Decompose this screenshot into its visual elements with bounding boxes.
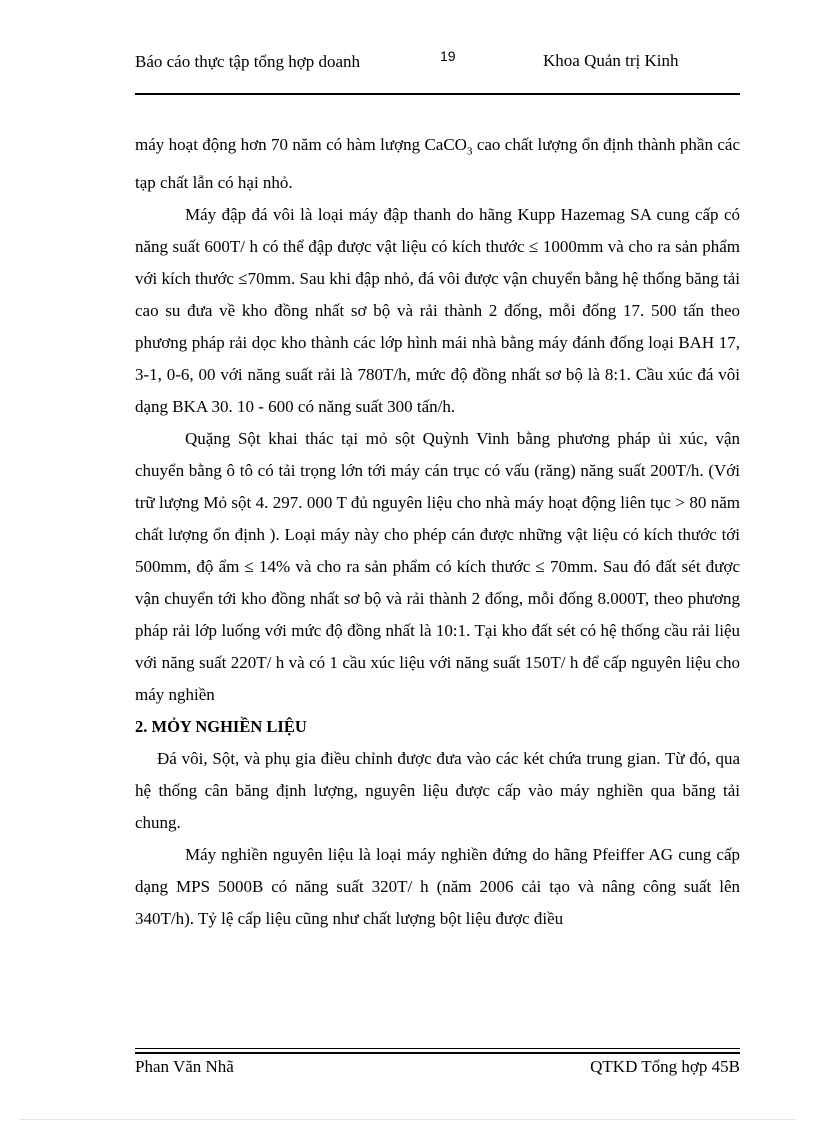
paragraph-1-text-b: cao chất lượng ổn định thành phần các tạp chất lẫn có hại nhỏ. [135, 135, 740, 193]
paragraph-2: Máy đập đá vôi là loại máy đập thanh do hãng Kupp Hazemag SA cung cấp có năng suất 600T/ h có thể đập được vật liệu có kích thước ≤ 1000mm và cho ra sản phẩm với kích thước ≤70mm. Sau khi đập nhỏ, đá vôi được vận chuyển bằng hệ thống băng tải cao su đưa về kho đồng nhất sơ bộ và rải thành 2 đống, mỗi đống 17. 500 tấn theo phương pháp rải dọc kho thành các lớp hình mái nhà bằng máy đánh đống loại BAH 17, 3-1, 0-6, 00 với năng suất rải là 780T/h, mức độ đồng nhất sơ bộ là 8:1. Cầu xúc đá vôi dạng BKA 30. 10 - 600 có năng suất 300 tấn/h. [135, 205, 740, 417]
header-report-title: Báo cáo thực tập tổng hợp doanh [135, 52, 360, 71]
header-divider [135, 93, 740, 95]
paragraph-1 [135, 129, 740, 199]
header-faculty: Khoa Quản trị Kinh [543, 51, 679, 70]
section-heading: 2. MỎY NGHIỀN LIỆU [135, 717, 307, 737]
document-body [135, 129, 740, 935]
footer-class: QTKD Tổng hợp 45B [590, 1057, 740, 1076]
paragraph-1-text-a: máy hoạt động hơn 70 năm có hàm lượng CaCO [135, 135, 467, 154]
page-header [135, 48, 740, 94]
chemical-subscript: 3 [466, 145, 473, 158]
paragraph-4: Đá vôi, Sột, và phụ gia điều chỉnh được đưa vào các két chứa trung gian. Từ đó, qua hệ thống cân băng định lượng, nguyên liệu được cấp vào máy nghiền qua băng tải chung. [135, 749, 740, 833]
footer-divider-thin [135, 1048, 740, 1049]
footer-author: Phan Văn Nhã [135, 1057, 234, 1076]
paragraph-3: Quặng Sột khai thác tại mỏ sột Quỳnh Vinh bằng phương pháp ủi xúc, vận chuyển bằng ô tô có tải trọng lớn tới máy cán trục có vấu (răng) năng suất 200T/h. (Với trữ lượng Mỏ sột 4. 297. 000 T đủ nguyên liệu cho nhà máy hoạt động liên tục > 80 năm chất lượng ổn định ). Loại máy này cho phép cán được những vật liệu có kích thước tới 500mm, độ ẩm ≤ 14% và cho ra sản phẩm có kích thước ≤ 70mm. Sau đó đất sét được vận chuyển tới kho đồng nhất sơ bộ và rải thành 2 đống, mỗi đống 8.000T, theo phương pháp rải lớp luống với mức độ đồng nhất là 10:1. Tại kho đất sét có hệ thống cầu rải liệu với năng suất 220T/ h và có 1 cầu xúc liệu với năng suất 150T/ h để cấp nguyên liệu cho máy nghiền [135, 429, 740, 705]
footer-divider-thick [135, 1052, 740, 1054]
paragraph-5: Máy nghiền nguyên liệu là loại máy nghiền đứng do hãng Pfeiffer AG cung cấp dạng MPS 5000B có năng suất 320T/ h (năm 2006 cải tạo và nâng công suất lên 340T/h). Tỷ lệ cấp liệu cũng như chất lượng bột liệu được điều [135, 845, 740, 929]
page-number: 19 [440, 48, 456, 64]
page-bottom-border [20, 1119, 796, 1120]
